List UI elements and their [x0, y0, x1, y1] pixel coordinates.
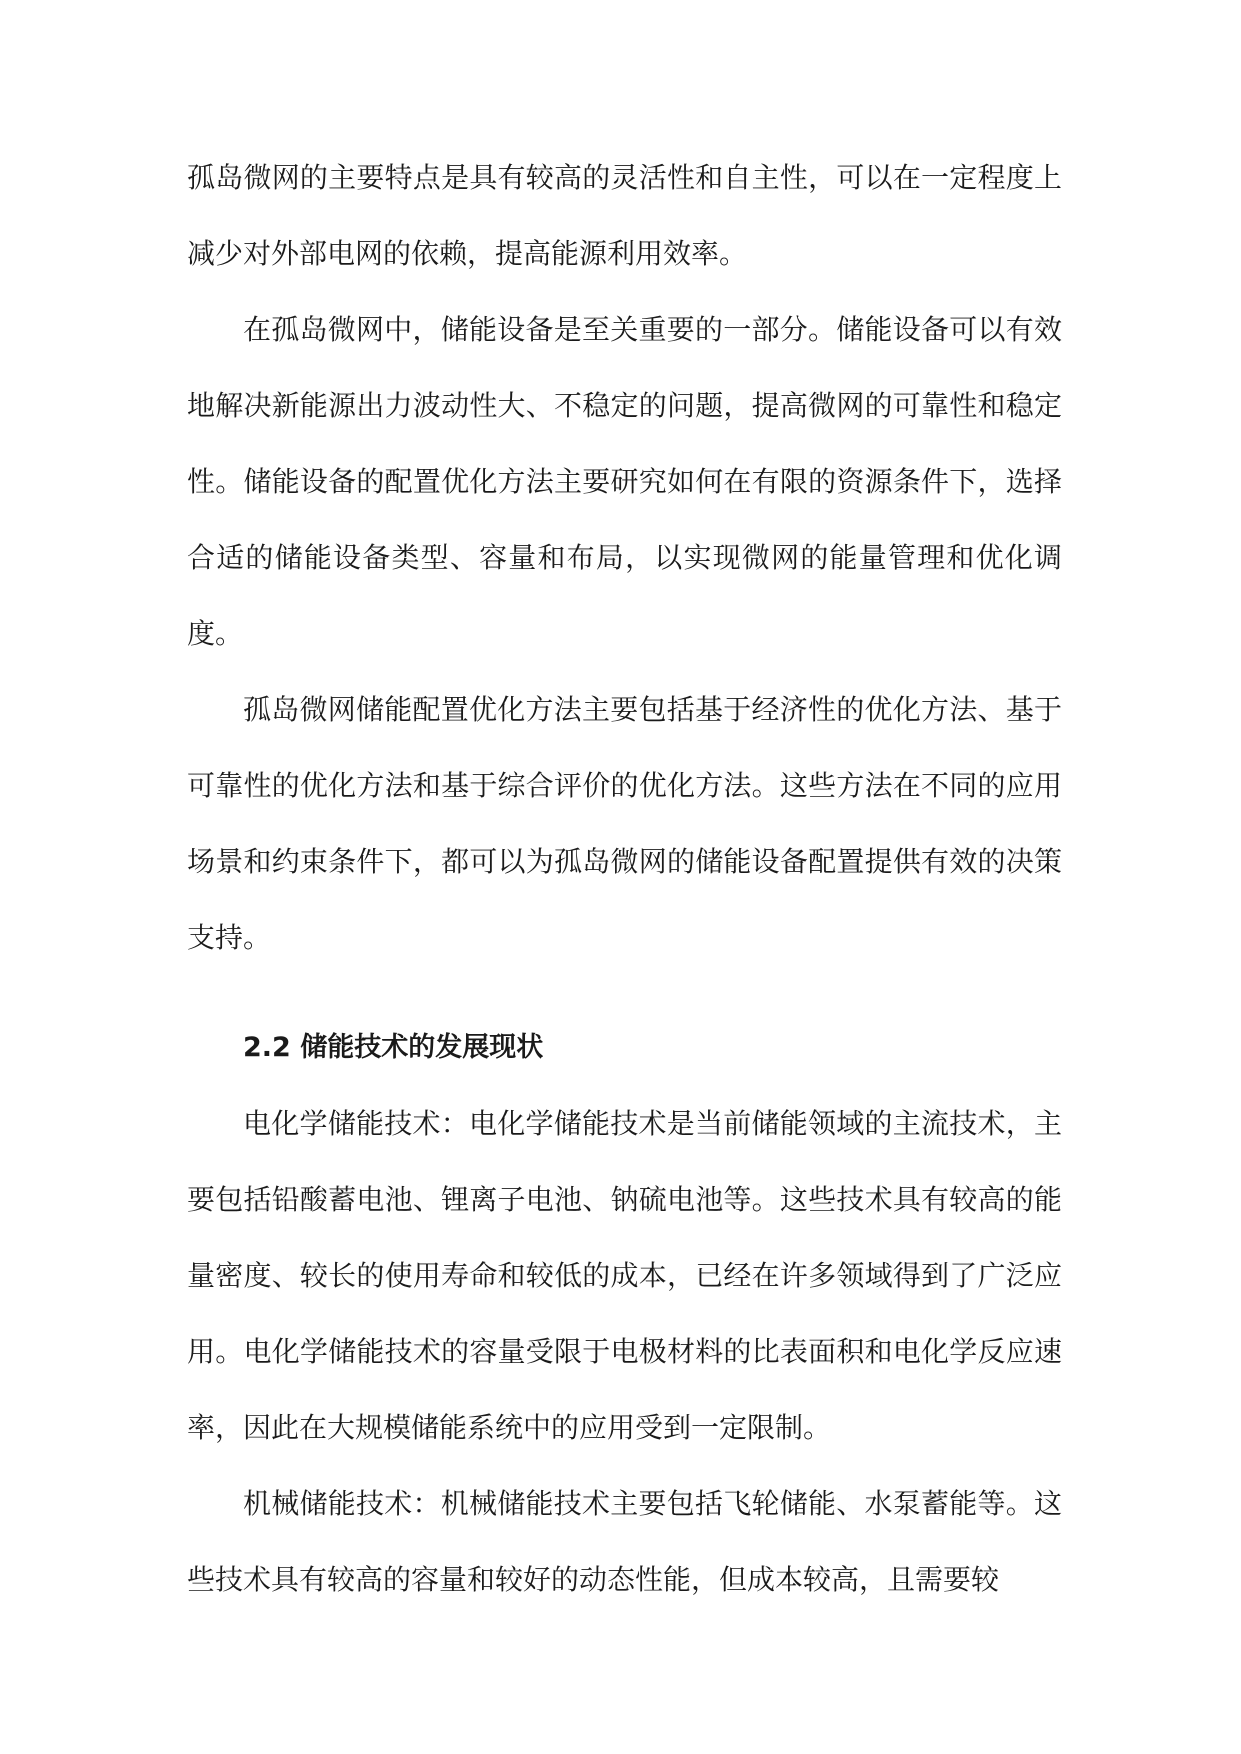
- paragraph-storage-role: 在孤岛微网中，储能设备是至关重要的一部分。储能设备可以有效地解决新能源出力波动性大、不稳定的问题，提高微网的可靠性和稳定性。储能设备的配置优化方法主要研究如何在有限的资源条件下，选择合适的储能设备类型、容量和布局，以实现微网的能量管理和优化调度。: [187, 313, 1062, 650]
- paragraph-electrochemical-storage: 电化学储能技术：电化学储能技术是当前储能领域的主流技术，主要包括铅酸蓄电池、锂离子电池、钠硫电池等。这些技术具有较高的能量密度、较长的使用寿命和较低的成本，已经在许多领域得到了广泛应用。电化学储能技术的容量受限于电极材料的比表面积和电化学反应速率，因此在大规模储能系统中的应用受到一定限制。: [187, 1107, 1062, 1444]
- paragraph-continuation: 孤岛微网的主要特点是具有较高的灵活性和自主性，可以在一定程度上减少对外部电网的依赖，提高能源利用效率。: [187, 161, 1062, 270]
- document-body: [187, 140, 1062, 1618]
- paragraph-mechanical-storage: 机械储能技术：机械储能技术主要包括飞轮储能、水泵蓄能等。这些技术具有较高的容量和较好的动态性能，但成本较高，且需要较: [187, 1487, 1062, 1596]
- paragraph-optimization-methods: 孤岛微网储能配置优化方法主要包括基于经济性的优化方法、基于可靠性的优化方法和基于综合评价的优化方法。这些方法在不同的应用场景和约束条件下，都可以为孤岛微网的储能设备配置提供有效的决策支持。: [187, 693, 1062, 954]
- section-heading: 2.2 储能技术的发展现状: [243, 1032, 544, 1063]
- section-spacer: [187, 976, 1062, 1010]
